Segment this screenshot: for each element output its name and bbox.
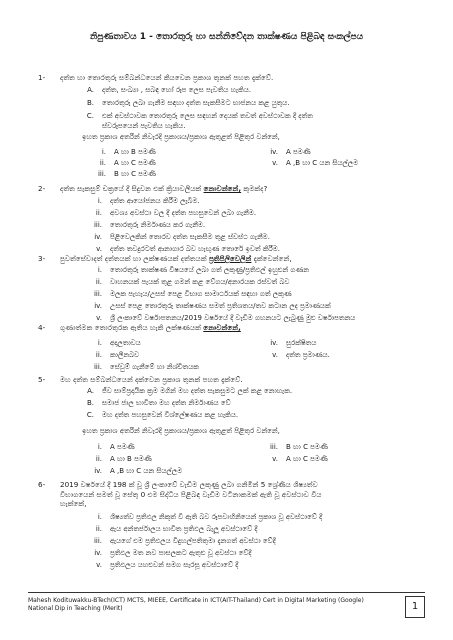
option-v: v. දත්ත ප්‍රමාණය. (272, 351, 330, 359)
statement-b: B. තොරතුරු ලබා ගැනීම සඳහා දත්ත සැකසීමට භාජනය කළ යුතුය. (86, 99, 290, 107)
option-i: i. A හා B පමණි (101, 148, 156, 156)
option-iv: iv. ප්‍රතිඵල මත නව පාසලකට ඇතුළු වූ අවස්ථා වේදී (94, 549, 252, 557)
option-v: v. A හා C පමණි (272, 455, 328, 463)
question-4 (38, 323, 430, 333)
option-ii: ii. A හා C පමණි (99, 159, 156, 167)
option-iii: iii. මලක පැහැය/උසස් පෙළ විභාග සාමාර්ථයක් සඳහා ගත් ලකුණ (93, 290, 292, 298)
page-title: නිපුණතාවය 1 - තොරතුරු හා සන්නිවේදන තාක්ෂණය පිළිබඳ සංකල්පය (89, 32, 364, 42)
option-ii: ii. ඇය අන්තර්ජාලය භාවිත ප්‍රතිඵල බැලූ අවස්ථාවේ දී (95, 525, 258, 533)
question-1 (38, 73, 430, 83)
statement-a: A. ජීව සාම්ප්‍රදායික ක්‍රම මගින් මහ දත්ත සැකසුමට ලක් කළ නොහැක. (87, 387, 293, 395)
option-ii: ii. වාහනයක් පැයක් තුළ ගමන් කළ වේගය/අනාරයක රස්වත් බව (95, 278, 290, 286)
page-number: 1 (405, 596, 425, 618)
question-number: 1- (38, 73, 46, 82)
statement-c: C. මහ දත්ත පහසුවෙන් විශ්ලේෂණය කළ හැකිය. (86, 411, 239, 419)
question-text: 2019 වර්ෂයේ දී 198 ක් වූ ශ්‍රී ලංකාවේ වැඩිම ලකුණු ලබා ගනිමින් 5 ශ්‍රේණිය ශිෂ්‍යත්ව විභාගයෙන් සමත් වූ සේතු 0 එම සිද්ධිය පිළිබඳ වැඩිම වටිනාකමක් ඇති වූ අවස්ථාව විය හැක්කේ, (60, 480, 322, 508)
option-i: i. A පමණි (97, 443, 135, 451)
question-2 (38, 184, 430, 194)
statement-b: B. සමාජ ජාල භාවිතා මහ දත්ත නිර්මාණය වේ (86, 399, 231, 407)
question-5 (38, 375, 430, 385)
question-text: ගුණාත්මක තොරතුරක ඇතිය හැකි ලක්ෂණයක් නොවන්නේ, (60, 323, 241, 332)
option-v: v. ශ්‍රී ලංකාවේ වර්ෂාපතනය/2019 වර්ෂයේ දී වැඩිම ගහනයට ලැබුණු මුළු වර්ෂාපතනය (96, 314, 356, 322)
footer-divider (28, 592, 425, 593)
question-ask: ඉහත ප්‍රකාශ අතරින් නිවැරදි ප්‍රකාශය/ප්‍රකාශ ඇතුළත් පිළිතුර වන්නේ, (82, 133, 280, 141)
option-iv: iv. සුරක්ෂිතය (270, 339, 317, 347)
question-number: 3- (38, 254, 46, 263)
option-iv: iv. උසස් පෙළ තොරතුරු තාක්ෂණය සමත් ප්‍රතිශතය/තව කටාන ලද ප්‍රමාණයක් (94, 302, 331, 310)
option-iv: iv. A ,B හා C යන සියල්ලම (94, 467, 183, 475)
option-iv: iv. A පමණි (270, 148, 311, 156)
statement-c: C. එක් අවස්ථාවක තොරතුරු ලෙස සඳහන් දෙයක් තවත් අවස්ථාවක දී දත්ත (86, 112, 313, 120)
question-3 (38, 254, 430, 264)
option-iii: iii. B හා C පමණි (269, 443, 328, 451)
option-ii: ii. අවශ්‍ය අවස්ථා වල දී දත්ත පහසුවෙන් ලබා ගැනීම. (95, 209, 257, 217)
footer-credits (28, 597, 398, 613)
option-i: i. ශිෂ්‍යත්ව ප්‍රතිඵල නිකුත් වී ඇති බව රූපවාහිනියෙන් ප්‍රකාශ වූ අවස්ථාවේ දී (97, 513, 323, 521)
question-text: දත්ත හා තොරතුරු සම්බන්ධයෙන් කියවෙන ප්‍රකාශ තුනක් පහත දැක්වේ. (60, 73, 274, 82)
question-number: 6- (38, 480, 46, 489)
option-ii: ii. A හා B පමණි (95, 455, 152, 463)
option-iii: iii. B හා C පමණි (97, 170, 156, 178)
question-number: 2- (38, 184, 46, 193)
option-i: i. දත්ත ආයෝජනය කිරීම ලැබීම. (97, 197, 200, 205)
option-ii: ii. කාලීනබව (95, 351, 140, 359)
statement-c-cont: ස්වරූපයෙන් පැවතිය හැකිය. (102, 122, 186, 130)
statement-a: A. දත්ත, සංඛ්‍යා , සබඳ හෝ රූප ලෙස පැවතිය හැකිය. (87, 86, 252, 94)
option-iii: iii. තොරතුරු නිර්මාණය කර ගැනීම. (93, 221, 206, 229)
question-text: පුවත්සේවාදත් දත්තයක් හා ලක්ෂණයක් දත්තයක් ප්‍රතිපිලිවෙලින් දැක්වෙන්නේ, (60, 254, 292, 263)
question-number: 5- (38, 375, 46, 384)
option-v: v. ප්‍රතිඵලය යහළුවන් සමග සැරසූ අවස්ථාවේ දී (96, 561, 239, 569)
option-v: v. දත්ත තවදුරටත් ආනාගාර බව හැඟුණ තොරේ ඉවත් කිරීම. (96, 245, 281, 253)
question-text: මහ දත්ත සම්බන්ධයෙන් දක්වෙන ප්‍රකාශ තුනක් පහත දැක්වේ. (60, 375, 243, 384)
question-number: 4- (38, 323, 46, 332)
question-6 (38, 480, 430, 509)
option-iii: iii. ඇයගේ එම ප්‍රතිඵලය විදුහල්පතිතුමා දැනගත් අවස්ථා වේදී (93, 537, 276, 545)
option-iii: iii. සේවුම් ගැනීමේ හා නිශ්චිතයක (93, 363, 199, 371)
question-ask: ඉහත ප්‍රකාශ අතරින් නිවැරදි ප්‍රකාශය/ප්‍රකාශ ඇතුළත් පිළිතුර වන්නේ, (82, 427, 280, 435)
option-v: v. A ,B හා C යන සියල්ලම (272, 159, 359, 167)
option-i: i. අදාලතාවය (97, 339, 141, 347)
question-text: දත්ත සැකසුම් චක්‍රයේ දී සිදුවන එක් ක්‍රියාවලියක් නොවන්නේ, කුමක්ද? (60, 184, 268, 193)
footer-line-2: National Dip in Teaching (Merit) (28, 605, 123, 612)
footer-line-1: Mahesh Kodituwakku-BTech(ICT) MCTS, MIEEE, Certificate in ICT(AIT-Thailand) Cert in Digital Marketing (Google) (28, 597, 364, 604)
option-i: i. තොරතුරු තාක්ෂණ විෂයයේ ලබා ගත් ලකුණු/ප්‍රතිඵල් ඉහුළුන් ගණන (97, 266, 309, 274)
option-iv: iv. පිළිවෙලකින් තොරව දත්ත සැකසීම තුළ ස්වස්ථ ගැනීම. (94, 233, 270, 241)
